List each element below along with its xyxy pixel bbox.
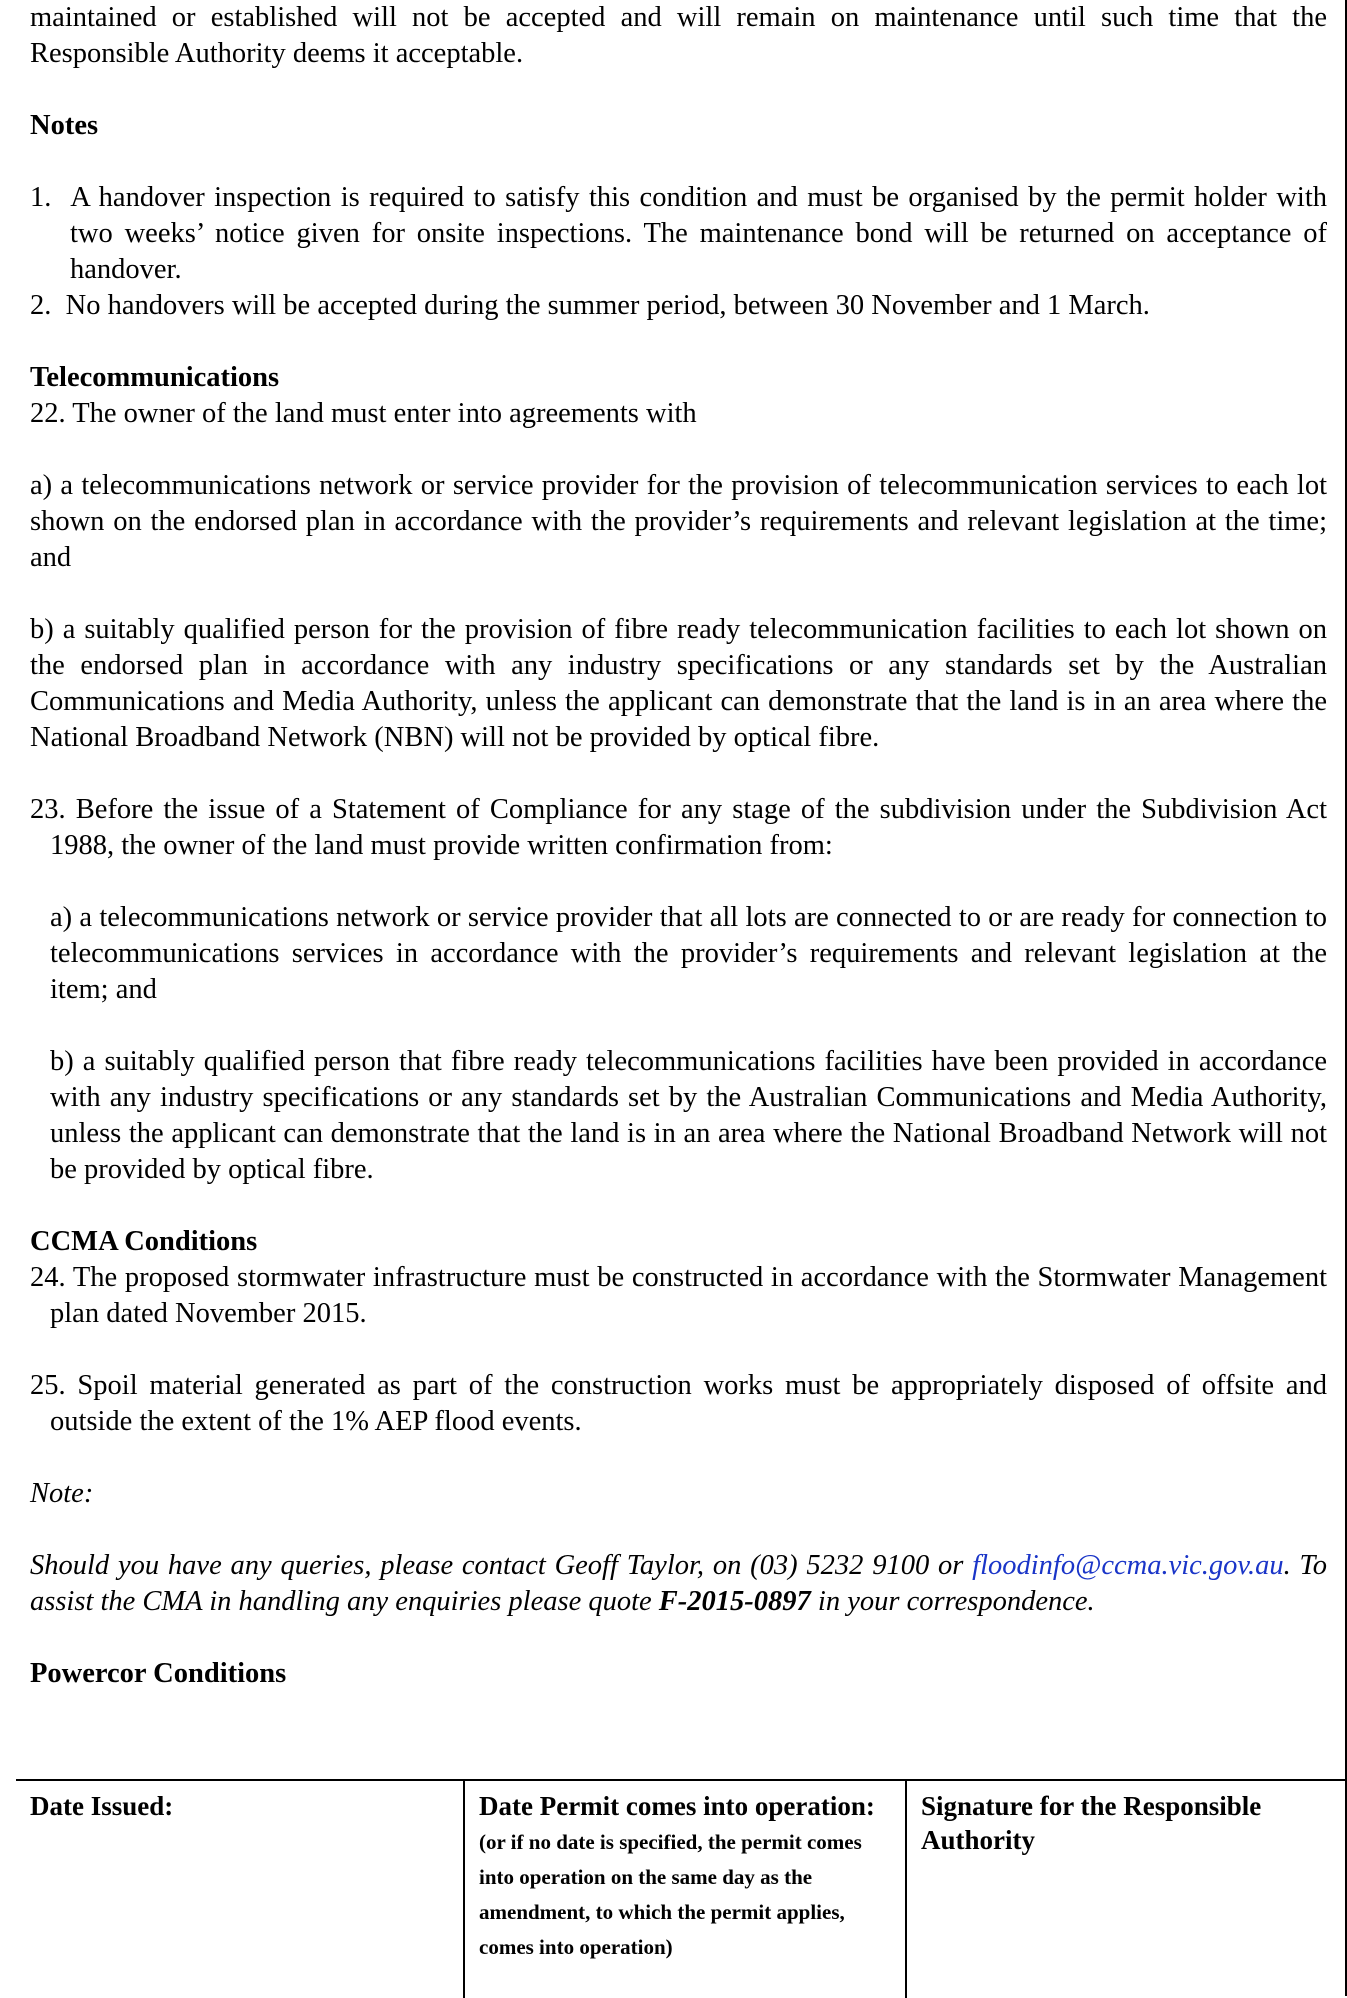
- permit-signature-table: [16, 1779, 1347, 1998]
- condition-22-b: b) a suitably qualified person for the provision of fibre ready telecommunication facilities to each lot shown on the endorsed plan in accordance with any industry specifications or any standards set by the Australian Communications and Media Authority, unless the applicant can demonstrate that the land is in an area where the National Broadband Network (NBN) will not be provided by optical fibre.: [30, 614, 1327, 753]
- date-permit-note: (or if no date is specified, the permit comes into operation on the same day as the amendment, to which the permit applies, comes into operation): [479, 1830, 862, 1959]
- telecom-heading: Telecommunications: [30, 362, 280, 393]
- note-item-2-text: No handovers will be accepted during the summer period, between 30 November and 1 March.: [65, 290, 1150, 321]
- powercor-heading: Powercor Conditions: [30, 1658, 287, 1689]
- note-text-start: Should you have any queries, please contact Geoff Taylor, on (03) 5232 9100 or: [30, 1550, 973, 1581]
- condition-23-a: a) a telecommunications network or service provider that all lots are connected to or are ready for connection to telecommunications services in accordance with the provider’s requirements and relevant legislation at the item; and: [50, 902, 1327, 1005]
- note-item-1: [30, 180, 1327, 288]
- date-issued-label: Date Issued:: [30, 1791, 174, 1821]
- note-text-end: in your correspondence.: [810, 1586, 1095, 1617]
- date-issued-cell: [16, 1781, 463, 1998]
- notes-heading: Notes: [30, 110, 99, 141]
- ccma-heading: CCMA Conditions: [30, 1226, 258, 1257]
- reference-number: F-2015-0897: [658, 1586, 811, 1617]
- condition-25: 25. Spoil material generated as part of the construction works must be appropriately disposed of offsite and outside the extent of the 1% AEP flood events.: [30, 1370, 1327, 1437]
- ccma-note-label: Note:: [30, 1478, 94, 1509]
- document-body: [30, 0, 1327, 1692]
- ccma-note-text: [30, 1548, 1327, 1620]
- note-item-1-text: A handover inspection is required to satisfy this condition and must be organised by the permit holder with two weeks’ notice given for onsite inspections. The maintenance bond will be returned on acceptance of handover.: [70, 182, 1328, 285]
- signature-label: Signature for the Responsible Authority: [921, 1791, 1262, 1855]
- note-item-2: [30, 288, 1327, 324]
- note-item-2-number: 2.: [30, 290, 52, 321]
- condition-22-intro: 22. The owner of the land must enter into agreements with: [30, 398, 697, 429]
- date-permit-label: Date Permit comes into operation:: [479, 1791, 875, 1821]
- email-link[interactable]: floodinfo@ccma.vic.gov.au: [972, 1550, 1284, 1581]
- condition-22-a: a) a telecommunications network or service provider for the provision of telecommunication services to each lot shown on the endorsed plan in accordance with the provider’s requirements and relevant legislation at the time; and: [30, 470, 1327, 573]
- date-permit-cell: [463, 1781, 905, 1998]
- note-text-mid: . To assist the CMA in handling any enquiries please quote: [30, 1550, 1327, 1617]
- intro-tail: maintained or established will not be accepted and will remain on maintenance until such time that the Responsible Authority deems it acceptable.: [30, 2, 1327, 69]
- signature-cell: [905, 1781, 1347, 1998]
- condition-23-b: b) a suitably qualified person that fibre ready telecommunications facilities have been provided in accordance with any industry specifications or any standards set by the Australian Communications and Media Authority, unless the applicant can demonstrate that the land is in an area where the National Broadband Network will not be provided by optical fibre.: [50, 1046, 1327, 1185]
- condition-23-intro: 23. Before the issue of a Statement of Compliance for any stage of the subdivision under the Subdivision Act 1988, the owner of the land must provide written confirmation from:: [30, 794, 1327, 861]
- condition-24: 24. The proposed stormwater infrastructure must be constructed in accordance with the Stormwater Management plan dated November 2015.: [30, 1262, 1327, 1329]
- note-item-1-number: 1.: [30, 182, 52, 213]
